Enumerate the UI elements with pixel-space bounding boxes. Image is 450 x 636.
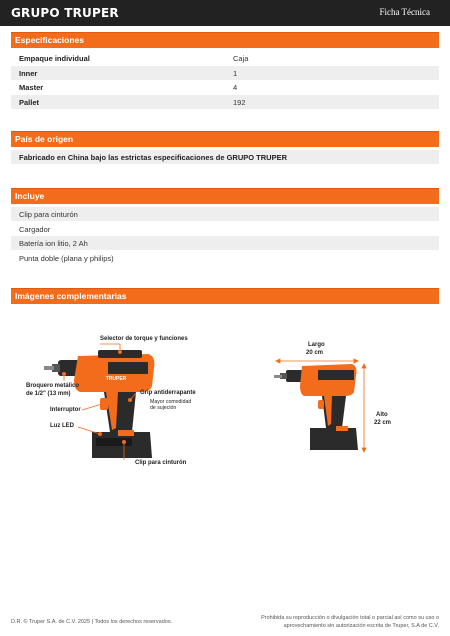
footer-copyright: D.R. © Truper S.A. de C.V. 2025 | Todos los derechos reservados. — [11, 619, 173, 625]
spec-value: Caja — [233, 54, 249, 63]
section-title: Imágenes complementarias — [15, 291, 127, 301]
spec-key: Pallet — [19, 98, 40, 107]
callout-trigger: Interruptor — [50, 407, 81, 413]
drill-image-left — [44, 350, 154, 458]
callout-length-label: Largo — [308, 342, 325, 348]
include-item: Batería ion litio, 2 Ah — [11, 236, 439, 250]
callout-chuck-line1: Broquero metálico — [26, 383, 80, 389]
footer-legal: Prohibida su reproducción o divulgación total o parcial así como su uso o aprovechamiento sin autorización escrita de Truper, S.A de C.V. — [261, 615, 439, 629]
include-item: Clip para cinturón — [11, 207, 439, 221]
spec-value: 192 — [233, 98, 246, 107]
callout-length-value: 20 cm — [306, 350, 324, 356]
spec-key: Empaque individual — [19, 54, 90, 63]
callout-grip-sub2: de sujeción — [150, 405, 177, 411]
origin-text: Fabricado en China bajo las estrictas especificaciones de GRUPO TRUPER — [19, 153, 288, 162]
spec-value: 4 — [233, 83, 238, 92]
callout-grip-sub1: Mayor comodidad — [150, 399, 192, 405]
callout-chuck-line2: de 1/2" (13 mm) — [26, 391, 71, 397]
callout-led: Luz LED — [50, 423, 74, 429]
section-title: Especificaciones — [15, 35, 84, 45]
spec-key: Inner — [19, 69, 38, 78]
callout-clip: Clip para cinturón — [135, 460, 187, 466]
callout-height-label: Alto — [376, 412, 388, 418]
brand-logo: GRUPO TRUPER — [11, 6, 119, 20]
section-title: País de origen — [15, 134, 74, 144]
document-type: Ficha Técnica — [379, 7, 430, 17]
spec-value: 1 — [233, 69, 238, 78]
callout-selector: Selector de torque y funciones — [100, 336, 188, 342]
spec-key: Master — [19, 83, 44, 92]
drill-image-right — [274, 364, 358, 450]
include-item: Punta doble (plana y philips) — [19, 254, 114, 263]
callout-height-value: 22 cm — [374, 420, 392, 426]
section-title: Incluye — [15, 191, 45, 201]
callout-grip: Grip antiderrapante — [140, 390, 196, 396]
drill-brand-label: TRUPER — [105, 376, 127, 382]
include-item: Cargador — [19, 225, 51, 234]
